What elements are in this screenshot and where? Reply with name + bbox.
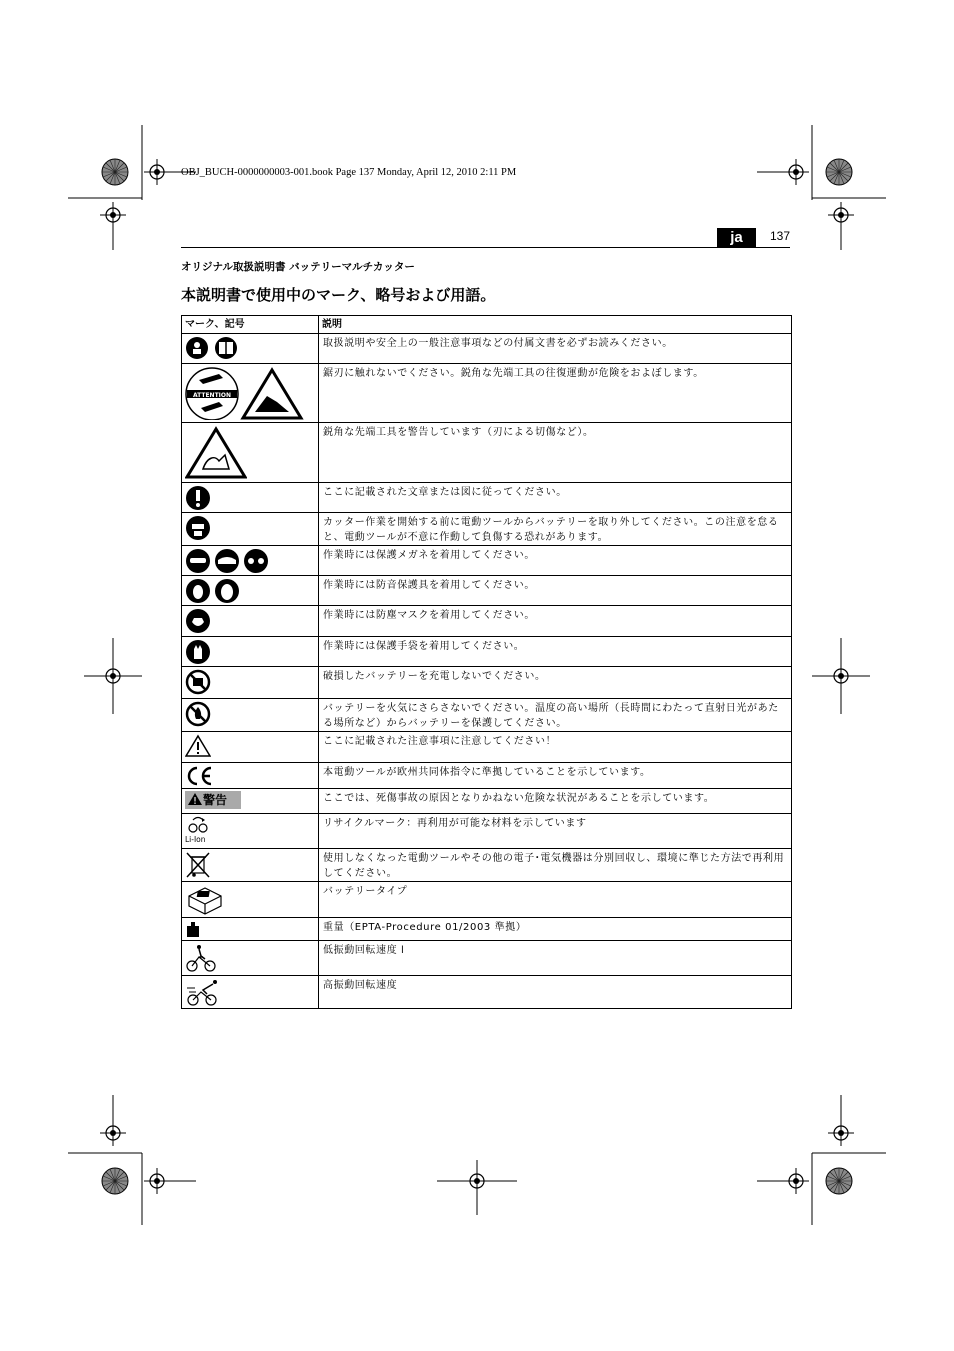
ce-mark-icon (182, 763, 319, 789)
svg-text:ATTENTION: ATTENTION (192, 392, 232, 399)
section-title: 本説明書で使用中のマーク、略号および用語。 (181, 286, 496, 304)
row-description: バッテリータイプ (319, 882, 792, 918)
row-description: 重量（EPTA-Procedure 01/2003 準拠） (319, 918, 792, 941)
warning-signal-badge (185, 791, 241, 809)
row-description: 鋭角な先端工具を警告しています（刃による切傷など）。 (319, 423, 792, 483)
row-description: 使用しなくなった電動ツールやその他の電子･電気機器は分別回収し、環境に準じた方法で再利用してください。 (319, 849, 792, 882)
page-number: 137 (770, 229, 791, 243)
row-description: 鋸刃に触れないでください。鋭角な先端工具の往復運動が危険をおよぼします。 (319, 364, 792, 423)
table-row (182, 364, 792, 423)
table-row (182, 483, 792, 513)
row-description: 破損したバッテリーを充電しないでください。 (319, 667, 792, 699)
column-header-description: 説明 (319, 316, 792, 334)
recycle-li-ion-icon (182, 814, 319, 849)
mandatory-action-icon (182, 483, 319, 513)
weight-icon (182, 918, 319, 941)
header-divider (181, 247, 790, 248)
ear-protection-icons (182, 576, 319, 606)
row-description: 作業時には保護メガネを着用してください。 (319, 546, 792, 576)
table-row (182, 423, 792, 483)
row-description: 作業時には防音保護具を着用してください。 (319, 576, 792, 606)
table-row (182, 732, 792, 763)
row-description: カッター作業を開始する前に電動ツールからバッテリーを取り外してください。この注意を怠ると、電動ツールが不意に作動して負傷する恐れがあります。 (319, 513, 792, 546)
row-description: 高振動回転速度 (319, 976, 792, 1009)
row-description: リサイクルマーク：再利用が可能な材料を示しています (319, 814, 792, 849)
row-description: 低振動回転速度 l (319, 941, 792, 976)
warning-label-text: 警告 (203, 793, 228, 807)
row-description: 本電動ツールが欧州共同体指令に準拠していることを示しています。 (319, 763, 792, 789)
row-description: 取扱説明や安全上の一般注意事項などの付属文書を必ずお読みください。 (319, 334, 792, 364)
dust-mask-icon (182, 606, 319, 637)
read-manual-icons (182, 334, 319, 364)
column-header-mark: マーク、記号 (182, 316, 319, 334)
table-row (182, 882, 792, 918)
table-row (182, 789, 792, 814)
low-vibration-speed-icon (182, 941, 319, 976)
table-row (182, 918, 792, 941)
table-row (182, 334, 792, 364)
table-header-row (182, 316, 792, 334)
li-ion-label: Li-Ion (185, 835, 206, 844)
table-row (182, 814, 792, 849)
battery-type-icon (182, 882, 319, 918)
table-row (182, 667, 792, 699)
attention-blade-icons (182, 364, 319, 423)
document-subtitle: オリジナル取扱説明書 バッテリーマルチカッター (181, 261, 415, 273)
no-fire-battery-icon (182, 699, 319, 732)
sharp-tool-warning-icon (182, 423, 319, 483)
table-row (182, 513, 792, 546)
language-badge: ja (717, 228, 756, 248)
table-row (182, 941, 792, 976)
row-description: ここに記載された注意事項に注意してください！ (319, 732, 792, 763)
table-row (182, 976, 792, 1009)
table-row (182, 546, 792, 576)
table-row (182, 606, 792, 637)
table-row (182, 699, 792, 732)
symbols-table (181, 315, 792, 1009)
row-description: ここでは、死傷事故の原因となりかねない危険な状況があることを示しています。 (319, 789, 792, 814)
table-row (182, 763, 792, 789)
table-row (182, 849, 792, 882)
gloves-icon (182, 637, 319, 667)
weee-bin-icon (182, 849, 319, 882)
row-description: 作業時には保護手袋を着用してください。 (319, 637, 792, 667)
no-charge-damaged-battery-icon (182, 667, 319, 699)
row-description: バッテリーを火気にさらさないでください。温度の高い場所（長時間にわたって直射日光があたる場所など）からバッテリーを保護してください。 (319, 699, 792, 732)
high-vibration-speed-icon (182, 976, 319, 1009)
remove-battery-icon (182, 513, 319, 546)
row-description: 作業時には防塵マスクを着用してください。 (319, 606, 792, 637)
table-row (182, 576, 792, 606)
table-row (182, 637, 792, 667)
row-description: ここに記載された文章または図に従ってください。 (319, 483, 792, 513)
eye-protection-icons (182, 546, 319, 576)
warning-triangle-icon (182, 732, 319, 763)
warning-label (182, 789, 319, 814)
book-file-info: OBJ_BUCH-0000000003-001.book Page 137 Monday, April 12, 2010 2:11 PM (181, 167, 517, 178)
